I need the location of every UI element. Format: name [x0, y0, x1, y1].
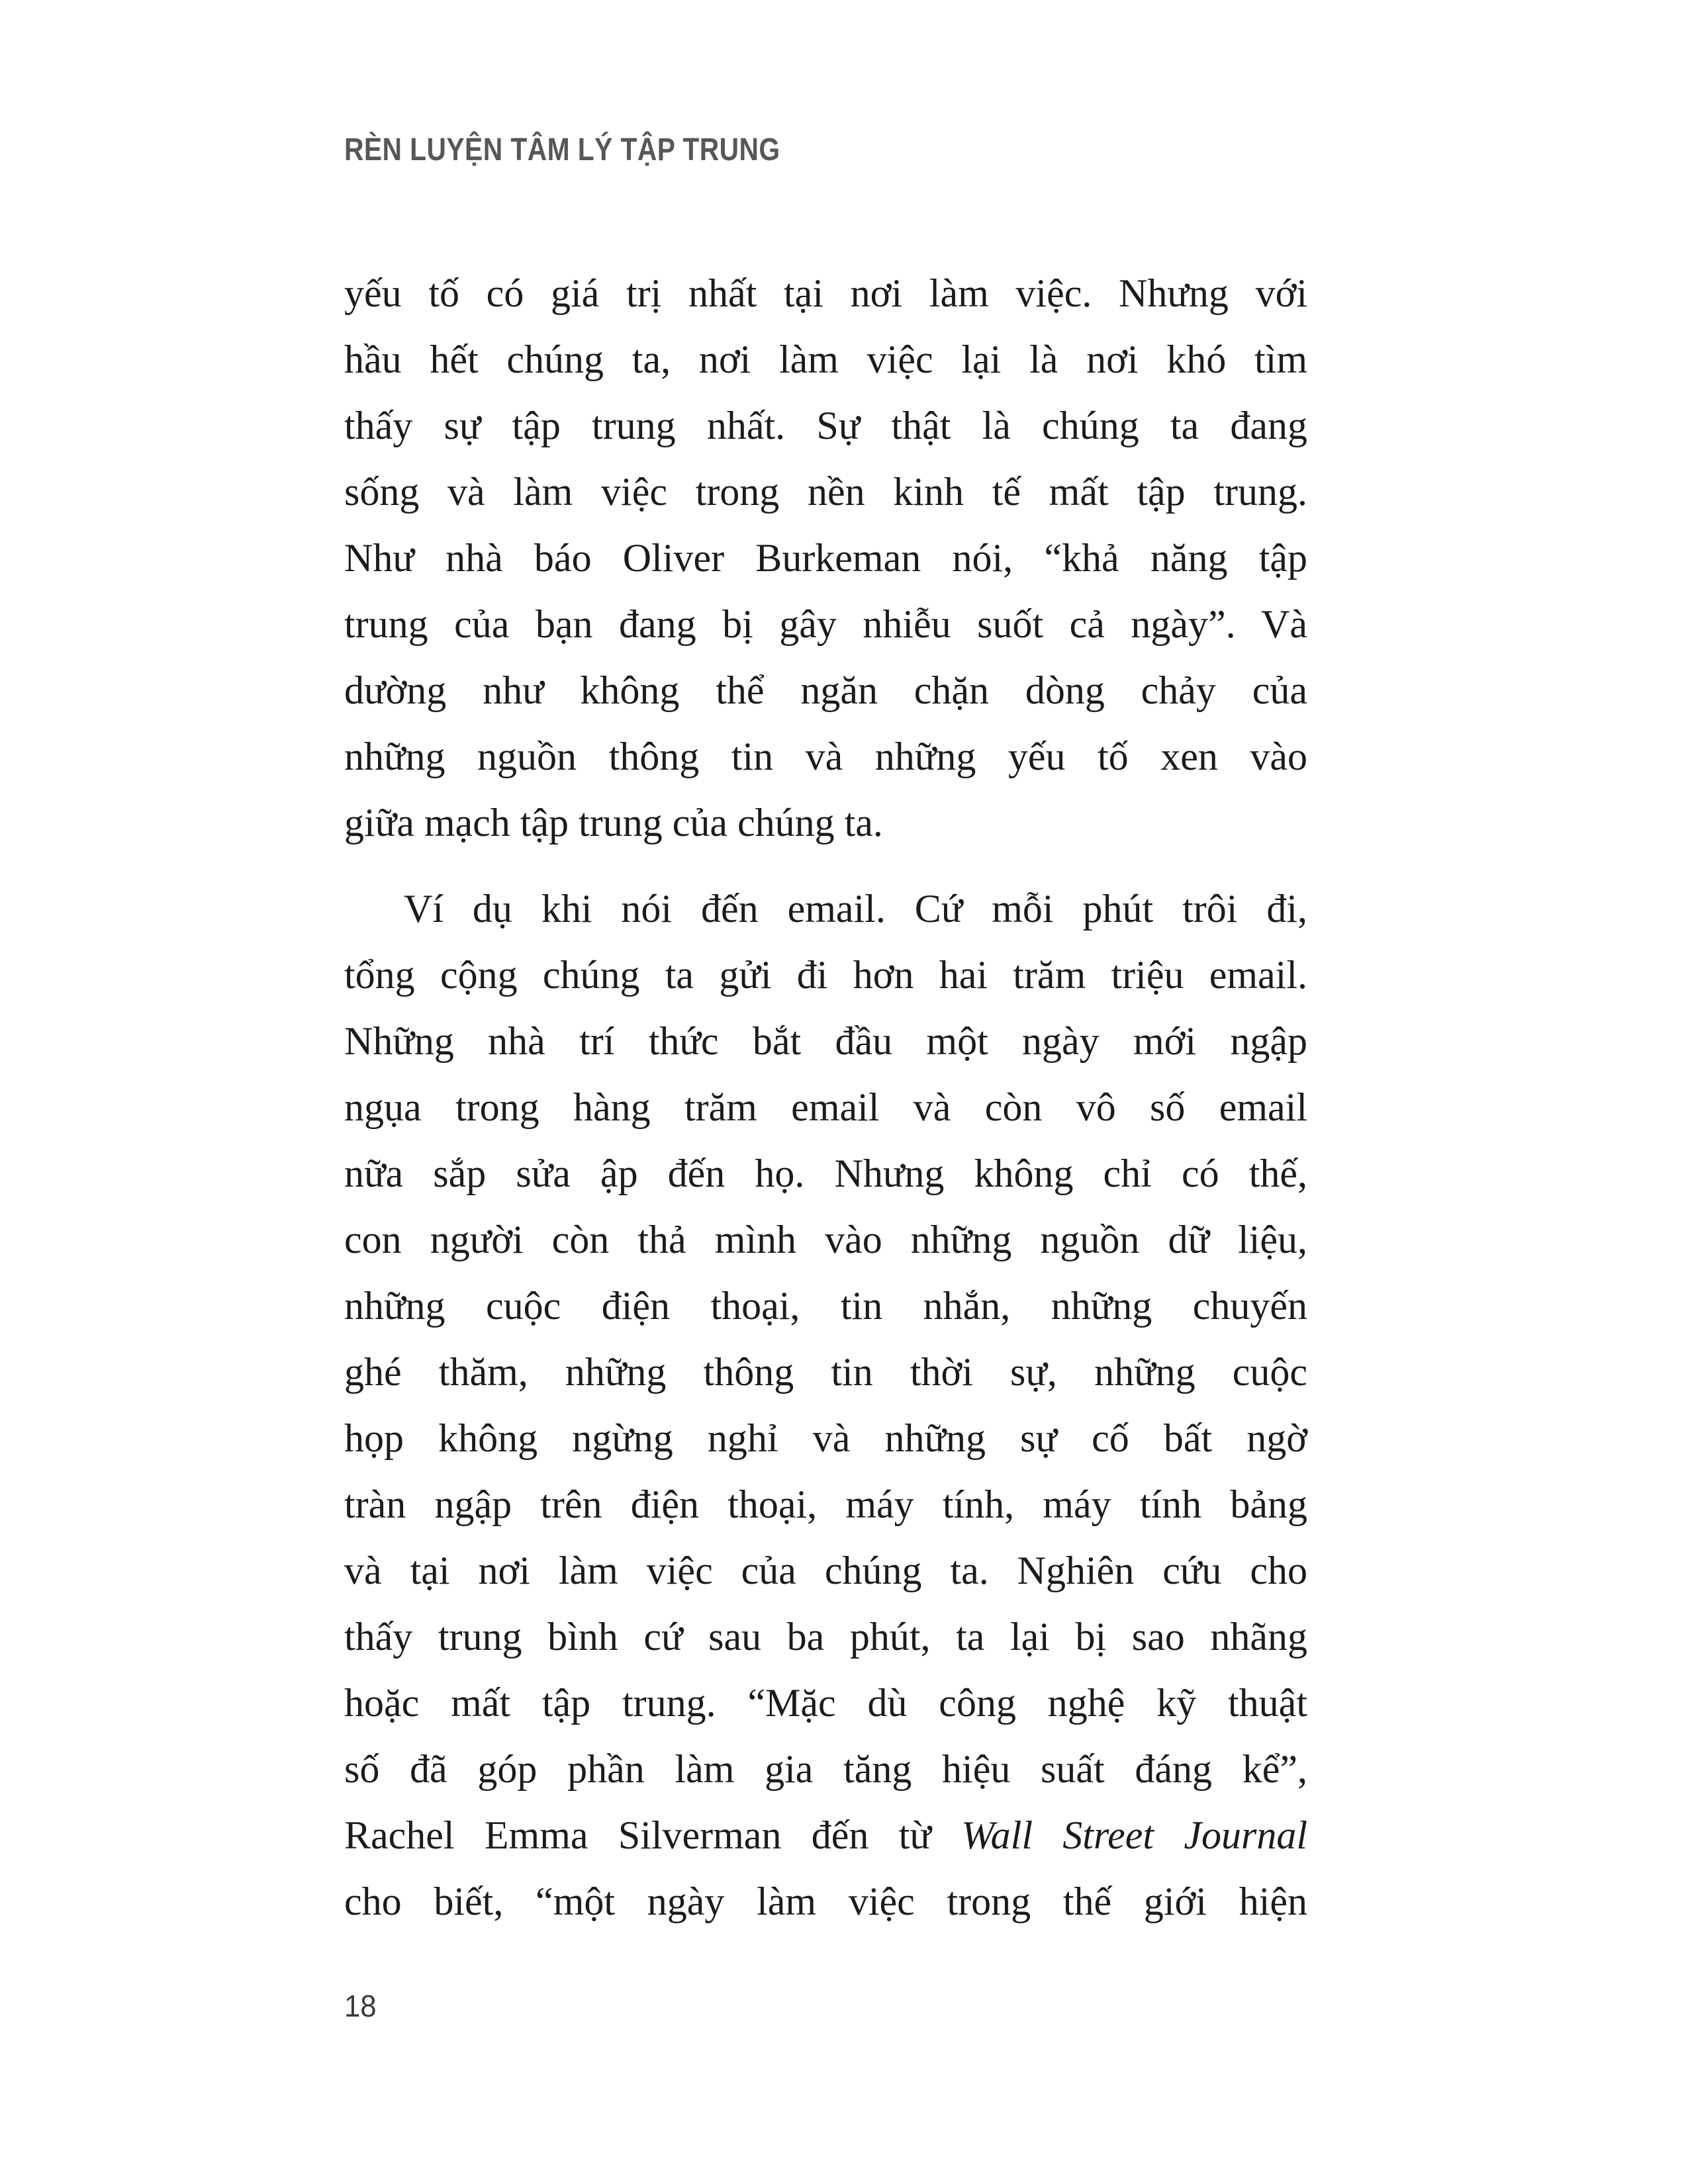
- text-line: Ví dụ khi nói đến email. Cứ mỗi phút trôi đi,: [404, 887, 1307, 931]
- paragraph: [344, 260, 1307, 856]
- page-number: 18: [344, 1989, 377, 2023]
- text-line: họp không ngừng nghỉ và những sự cố bất ngờ: [344, 1416, 1307, 1460]
- text-line: thấy sự tập trung nhất. Sự thật là chúng ta đang: [344, 404, 1307, 447]
- text-line: những cuộc điện thoại, tin nhắn, những chuyến: [344, 1284, 1307, 1328]
- text-line: [344, 1802, 1307, 1868]
- paragraph: [344, 876, 1307, 1934]
- text-line: Những nhà trí thức bắt đầu một ngày mới ngập: [344, 1019, 1307, 1063]
- text-line: yếu tố có giá trị nhất tại nơi làm việc. Nhưng với: [344, 271, 1307, 315]
- text-line: tổng cộng chúng ta gửi đi hơn hai trăm triệu email.: [344, 953, 1307, 997]
- text-line: nữa sắp sửa ập đến họ. Nhưng không chỉ có thế,: [344, 1152, 1307, 1195]
- text-line: giữa mạch tập trung của chúng ta.: [344, 801, 883, 844]
- text-line: ngụa trong hàng trăm email và còn vô số email: [344, 1085, 1307, 1129]
- text-line: ghé thăm, những thông tin thời sự, những cuộc: [344, 1350, 1307, 1394]
- text-line: những nguồn thông tin và những yếu tố xen vào: [344, 735, 1307, 778]
- running-head: RÈN LUYỆN TÂM LÝ TẬP TRUNG: [344, 132, 780, 167]
- text-line: hoặc mất tập trung. “Mặc dù công nghệ kỹ thuật: [344, 1681, 1307, 1725]
- text-line: sống và làm việc trong nền kinh tế mất tập trung.: [344, 470, 1307, 514]
- text-line: dường như không thể ngăn chặn dòng chảy của: [344, 668, 1307, 712]
- text-line: con người còn thả mình vào những nguồn dữ liệu,: [344, 1218, 1307, 1261]
- text-line: tràn ngập trên điện thoại, máy tính, máy tính bảng: [344, 1482, 1307, 1526]
- text-line: số đã góp phần làm gia tăng hiệu suất đáng kể”,: [344, 1747, 1307, 1791]
- text-line: thấy trung bình cứ sau ba phút, ta lại bị sao nhãng: [344, 1615, 1307, 1659]
- text-line: Như nhà báo Oliver Burkeman nói, “khả năng tập: [344, 536, 1307, 580]
- text-line: hầu hết chúng ta, nơi làm việc lại là nơi khó tìm: [344, 338, 1307, 381]
- text-line: và tại nơi làm việc của chúng ta. Nghiên cứu cho: [344, 1549, 1307, 1592]
- text-line: trung của bạn đang bị gây nhiễu suốt cả ngày”. Và: [344, 602, 1307, 646]
- text-segment: Rachel Emma Silverman đến từ: [344, 1813, 962, 1857]
- body-text: [344, 260, 1307, 1934]
- italic-text-segment: Wall Street Journal: [961, 1813, 1307, 1857]
- text-line: cho biết, “một ngày làm việc trong thế giới hiện: [344, 1880, 1307, 1923]
